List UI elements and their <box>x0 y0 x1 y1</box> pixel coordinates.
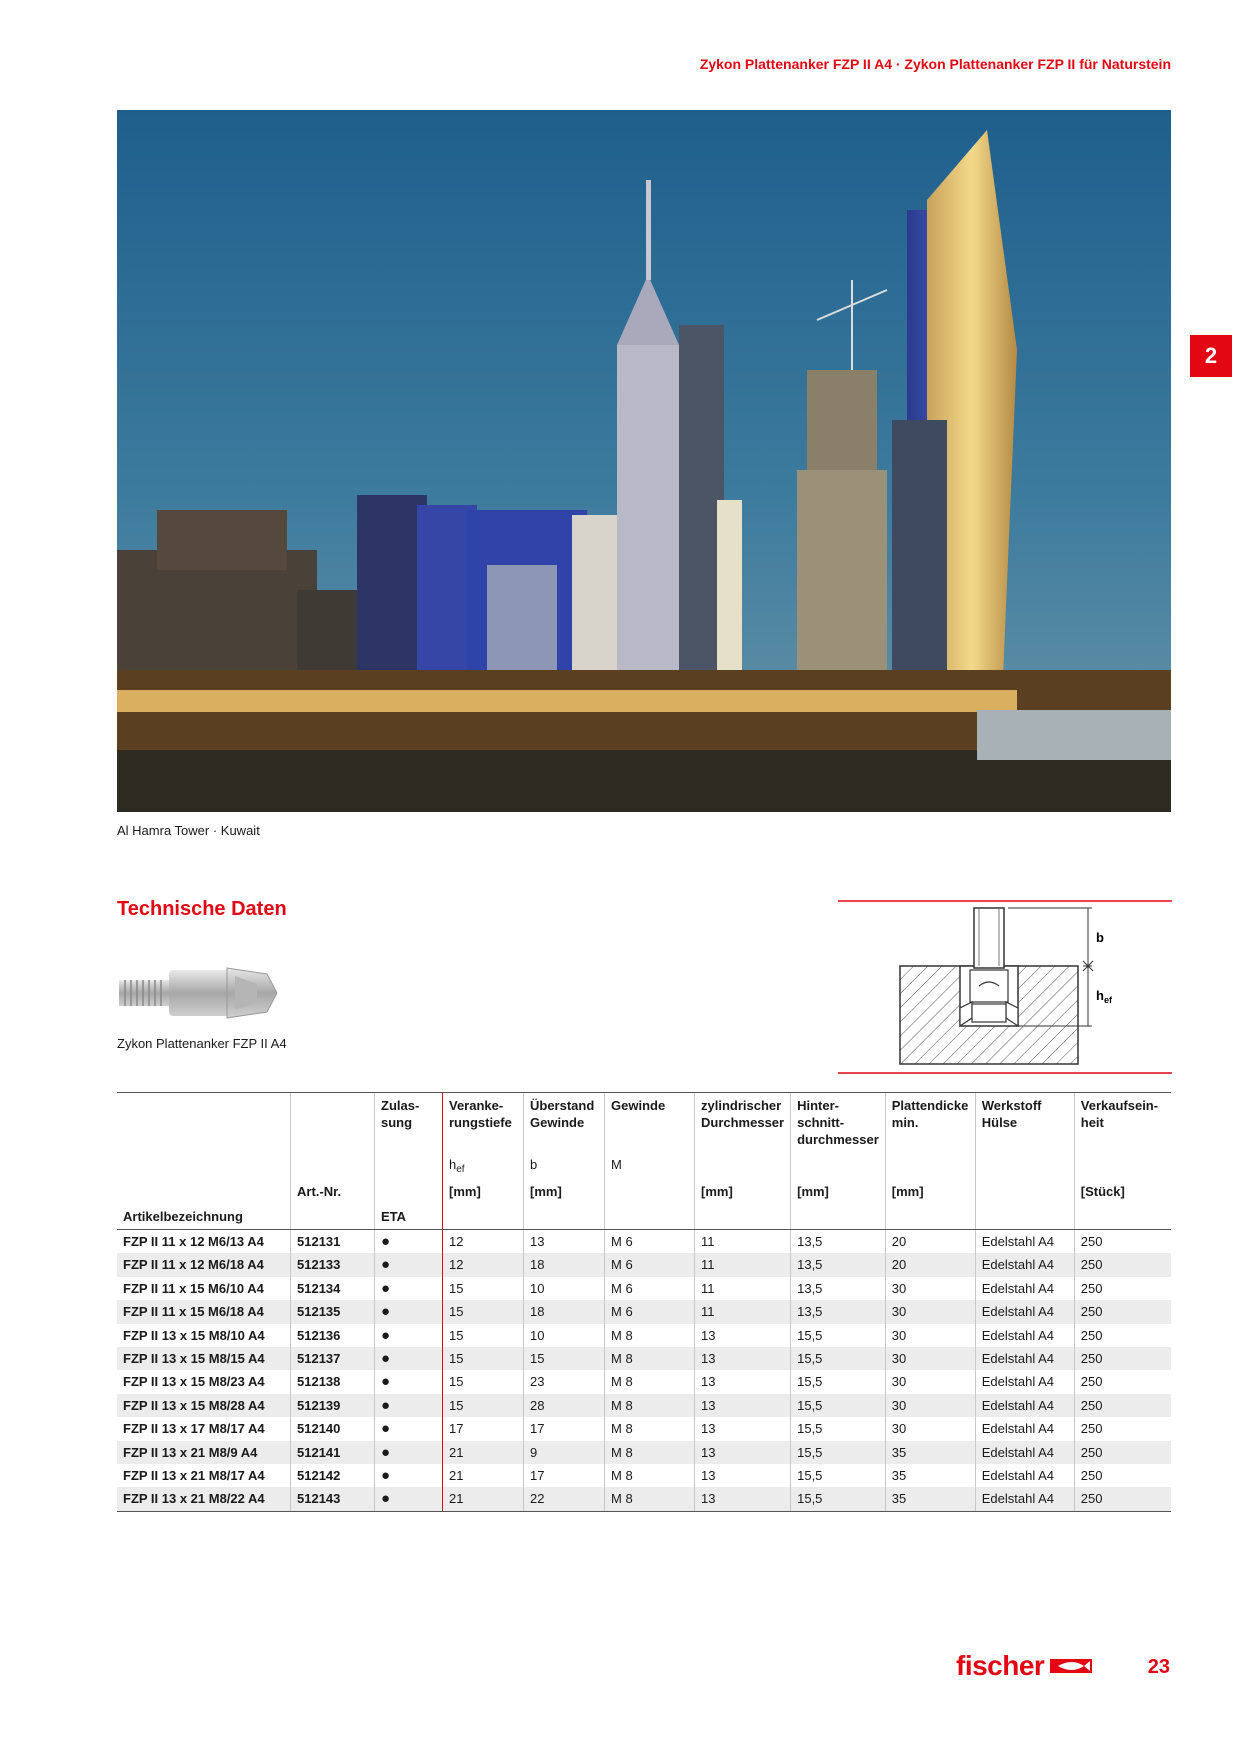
installation-diagram <box>838 900 1172 1080</box>
diagram-label-h: h <box>1096 988 1104 1003</box>
col-head: Verkaufsein- heit <box>1074 1093 1171 1153</box>
table-cell: 30 <box>885 1394 975 1417</box>
table-cell: ● <box>375 1370 443 1393</box>
table-cell: 30 <box>885 1300 975 1323</box>
table-row <box>117 1277 1171 1300</box>
table-cell: 512140 <box>291 1417 375 1440</box>
table-cell: FZP II 11 x 12 M6/18 A4 <box>117 1253 291 1276</box>
table-cell: 18 <box>524 1253 605 1276</box>
table-cell: 15 <box>443 1394 524 1417</box>
table-cell: 512136 <box>291 1324 375 1347</box>
page-number: 23 <box>1147 1656 1170 1678</box>
unit: [mm] <box>524 1179 605 1204</box>
table-cell: 11 <box>695 1277 791 1300</box>
table-cell: Edelstahl A4 <box>975 1324 1074 1347</box>
table-cell: ● <box>375 1464 443 1487</box>
table-cell: 13,5 <box>791 1230 886 1254</box>
table-cell: 15 <box>443 1300 524 1323</box>
table-cell: ● <box>375 1394 443 1417</box>
svg-text:hef <box>1096 988 1113 1005</box>
table-cell: M 6 <box>605 1277 695 1300</box>
table-cell: Edelstahl A4 <box>975 1417 1074 1440</box>
table-cell: 15 <box>443 1370 524 1393</box>
table-cell: 22 <box>524 1487 605 1511</box>
table-row <box>117 1230 1171 1254</box>
table-cell: Edelstahl A4 <box>975 1347 1074 1370</box>
table-cell: 11 <box>695 1253 791 1276</box>
table-cell: Edelstahl A4 <box>975 1370 1074 1393</box>
col-head: Plattendicke min. <box>885 1093 975 1153</box>
table-cell: 13 <box>695 1464 791 1487</box>
table-cell: M 6 <box>605 1253 695 1276</box>
table-cell: FZP II 13 x 15 M8/15 A4 <box>117 1347 291 1370</box>
table-cell: 17 <box>524 1464 605 1487</box>
table-cell: 9 <box>524 1441 605 1464</box>
table-cell: 30 <box>885 1277 975 1300</box>
table-cell: 512141 <box>291 1441 375 1464</box>
fish-icon <box>1050 1657 1092 1675</box>
table-cell: ● <box>375 1253 443 1276</box>
table-cell: ● <box>375 1441 443 1464</box>
table-cell: 15 <box>443 1277 524 1300</box>
table-cell: 18 <box>524 1300 605 1323</box>
table-body <box>117 1230 1171 1512</box>
table-cell: 15,5 <box>791 1487 886 1511</box>
bottom-header-row <box>117 1204 1171 1230</box>
table-cell: 250 <box>1074 1253 1171 1276</box>
table-cell: 11 <box>695 1230 791 1254</box>
col-head <box>291 1093 375 1153</box>
section-title: Technische Daten <box>117 898 287 920</box>
unit-row <box>117 1179 1171 1204</box>
table-cell: 13,5 <box>791 1253 886 1276</box>
table-cell: 512142 <box>291 1464 375 1487</box>
table-cell: Edelstahl A4 <box>975 1487 1074 1511</box>
col-eta: ETA <box>375 1204 443 1230</box>
table-cell: 512137 <box>291 1347 375 1370</box>
table-cell: 250 <box>1074 1441 1171 1464</box>
col-head: Werkstoff Hülse <box>975 1093 1074 1153</box>
table-cell: 23 <box>524 1370 605 1393</box>
header-title: Zykon Plattenanker FZP II A4 · Zykon Plattenanker FZP II für Naturstein <box>699 56 1171 72</box>
col-head: Gewinde <box>605 1093 695 1153</box>
table-cell: 15,5 <box>791 1441 886 1464</box>
table-cell: 15,5 <box>791 1370 886 1393</box>
chapter-tab[interactable]: 2 <box>1190 335 1232 377</box>
table-cell: Edelstahl A4 <box>975 1277 1074 1300</box>
table-cell: 20 <box>885 1253 975 1276</box>
table-cell: 250 <box>1074 1300 1171 1323</box>
table-cell: 250 <box>1074 1370 1171 1393</box>
col-head: Zulas- sung <box>375 1093 443 1153</box>
symbol-m: M <box>605 1152 695 1179</box>
table-cell: 21 <box>443 1487 524 1511</box>
table-cell: Edelstahl A4 <box>975 1441 1074 1464</box>
table-cell: M 6 <box>605 1230 695 1254</box>
table-cell: M 6 <box>605 1300 695 1323</box>
table-cell: Edelstahl A4 <box>975 1464 1074 1487</box>
table-cell: 15,5 <box>791 1417 886 1440</box>
table-cell: 512131 <box>291 1230 375 1254</box>
table-cell: 250 <box>1074 1324 1171 1347</box>
table-cell: M 8 <box>605 1347 695 1370</box>
table-row <box>117 1324 1171 1347</box>
table-row <box>117 1441 1171 1464</box>
table-cell: 250 <box>1074 1487 1171 1511</box>
table-cell: FZP II 13 x 21 M8/17 A4 <box>123 1468 265 1484</box>
table-cell: FZP II 13 x 17 M8/17 A4 <box>123 1421 265 1437</box>
col-head: Veranke- rungstiefe <box>443 1093 524 1153</box>
table-cell: 15,5 <box>791 1464 886 1487</box>
table-row <box>117 1253 1171 1276</box>
table-cell: Edelstahl A4 <box>975 1253 1074 1276</box>
table-cell: 250 <box>1074 1347 1171 1370</box>
table-cell: 21 <box>443 1441 524 1464</box>
symbol-row <box>117 1152 1171 1179</box>
table-row <box>117 1417 1171 1440</box>
table-cell: 13 <box>695 1394 791 1417</box>
table-cell: 512133 <box>291 1253 375 1276</box>
table-cell: 512138 <box>291 1370 375 1393</box>
table-row <box>117 1370 1171 1393</box>
table-cell: 13,5 <box>791 1277 886 1300</box>
table-cell: M 8 <box>605 1394 695 1417</box>
table-cell: 30 <box>885 1324 975 1347</box>
table-cell: FZP II 13 x 15 M8/23 A4 <box>123 1374 265 1390</box>
table-cell: M 8 <box>605 1324 695 1347</box>
table-cell: 35 <box>885 1487 975 1511</box>
table-cell: M 8 <box>605 1464 695 1487</box>
table-cell: FZP II 13 x 21 M8/22 A4 <box>117 1487 291 1511</box>
table-cell: 13 <box>695 1487 791 1511</box>
table-cell: ● <box>375 1230 443 1254</box>
table-cell: 30 <box>885 1417 975 1440</box>
table-row <box>117 1347 1171 1370</box>
table-cell: 15,5 <box>791 1347 886 1370</box>
symbol-hef: $h_{ef}$ <box>443 1152 524 1179</box>
table-cell: FZP II 11 x 15 M6/18 A4 <box>117 1300 291 1323</box>
table-cell: 21 <box>443 1464 524 1487</box>
table-cell: M 8 <box>605 1441 695 1464</box>
anchor-product-image <box>117 962 287 1029</box>
col-head: Überstand Gewinde <box>524 1093 605 1153</box>
table-cell: 250 <box>1074 1417 1171 1440</box>
unit: [Stück] <box>1074 1179 1171 1204</box>
table-row <box>117 1394 1171 1417</box>
table-cell: 17 <box>443 1417 524 1440</box>
header-row <box>117 1093 1171 1153</box>
table-cell: 13 <box>695 1417 791 1440</box>
col-head: zylindrischer Durchmesser <box>695 1093 791 1153</box>
table-cell: FZP II 13 x 15 M8/10 A4 <box>123 1327 265 1343</box>
table-cell: 10 <box>524 1277 605 1300</box>
table-cell: 13 <box>695 1370 791 1393</box>
product-caption: Zykon Plattenanker FZP II A4 <box>117 1036 287 1051</box>
table-cell: 13 <box>695 1441 791 1464</box>
table-cell: 250 <box>1074 1394 1171 1417</box>
table-cell: Edelstahl A4 <box>975 1300 1074 1323</box>
table-cell: 512139 <box>291 1394 375 1417</box>
table-cell: 13 <box>524 1230 605 1254</box>
table-cell: ● <box>375 1417 443 1440</box>
table-cell: FZP II 11 x 12 M6/13 A4 <box>123 1234 264 1249</box>
col-artikelbezeichnung: Artikelbezeichnung <box>117 1204 291 1230</box>
unit: [mm] <box>791 1179 886 1204</box>
table-cell: ● <box>375 1277 443 1300</box>
table-row <box>117 1487 1171 1511</box>
table-cell: 12 <box>443 1253 524 1276</box>
photo-caption: Al Hamra Tower · Kuwait <box>117 823 260 838</box>
col-head: Hinter- schnitt- durchmesser <box>791 1093 886 1153</box>
table-cell: FZP II 11 x 15 M6/10 A4 <box>123 1280 264 1296</box>
table-row <box>117 1464 1171 1487</box>
table-cell: 15 <box>524 1347 605 1370</box>
table-cell: M 8 <box>605 1417 695 1440</box>
diagram-label-h-sub: ef <box>1103 995 1112 1005</box>
unit-art-nr: Art.-Nr. <box>291 1179 375 1204</box>
table-cell: 10 <box>524 1324 605 1347</box>
table-cell: 12 <box>443 1230 524 1254</box>
table-cell: M 8 <box>605 1487 695 1511</box>
photo-skyline <box>117 110 1171 812</box>
diagram-label-b: b <box>1096 930 1104 945</box>
table-cell: Edelstahl A4 <box>975 1230 1074 1254</box>
unit: [mm] <box>443 1179 524 1204</box>
table-cell: 30 <box>885 1370 975 1393</box>
table-cell: 15 <box>443 1347 524 1370</box>
table-cell: ● <box>375 1300 443 1323</box>
unit: [mm] <box>885 1179 975 1204</box>
table-cell: 20 <box>885 1230 975 1254</box>
table-row <box>117 1300 1171 1323</box>
table-cell: 13 <box>695 1324 791 1347</box>
table-cell: 512135 <box>291 1300 375 1323</box>
table-cell: 15 <box>443 1324 524 1347</box>
table-cell: 13 <box>695 1347 791 1370</box>
table-cell: ● <box>375 1347 443 1370</box>
table-cell: Edelstahl A4 <box>975 1394 1074 1417</box>
table-cell: 28 <box>524 1394 605 1417</box>
col-head <box>117 1093 291 1153</box>
table-cell: FZP II 13 x 21 M8/9 A4 <box>117 1441 291 1464</box>
table-cell: 15,5 <box>791 1394 886 1417</box>
table-cell: 30 <box>885 1347 975 1370</box>
fischer-logo: fischer <box>956 1650 1092 1682</box>
table-cell: ● <box>375 1487 443 1511</box>
table-cell: 13,5 <box>791 1300 886 1323</box>
table-cell: 250 <box>1074 1230 1171 1254</box>
table-cell: 35 <box>885 1464 975 1487</box>
table-cell: 250 <box>1074 1464 1171 1487</box>
table-cell: 250 <box>1074 1277 1171 1300</box>
symbol-b: b <box>524 1152 605 1179</box>
table-cell: 15,5 <box>791 1324 886 1347</box>
table-cell: ● <box>375 1324 443 1347</box>
technical-data-table <box>117 1092 1171 1512</box>
table-cell: 11 <box>695 1300 791 1323</box>
table-cell: 512143 <box>291 1487 375 1511</box>
table-cell: M 8 <box>605 1370 695 1393</box>
table-cell: 512134 <box>291 1277 375 1300</box>
unit: [mm] <box>695 1179 791 1204</box>
table-cell: 35 <box>885 1441 975 1464</box>
table-cell: 17 <box>524 1417 605 1440</box>
table-cell: FZP II 13 x 15 M8/28 A4 <box>117 1394 291 1417</box>
